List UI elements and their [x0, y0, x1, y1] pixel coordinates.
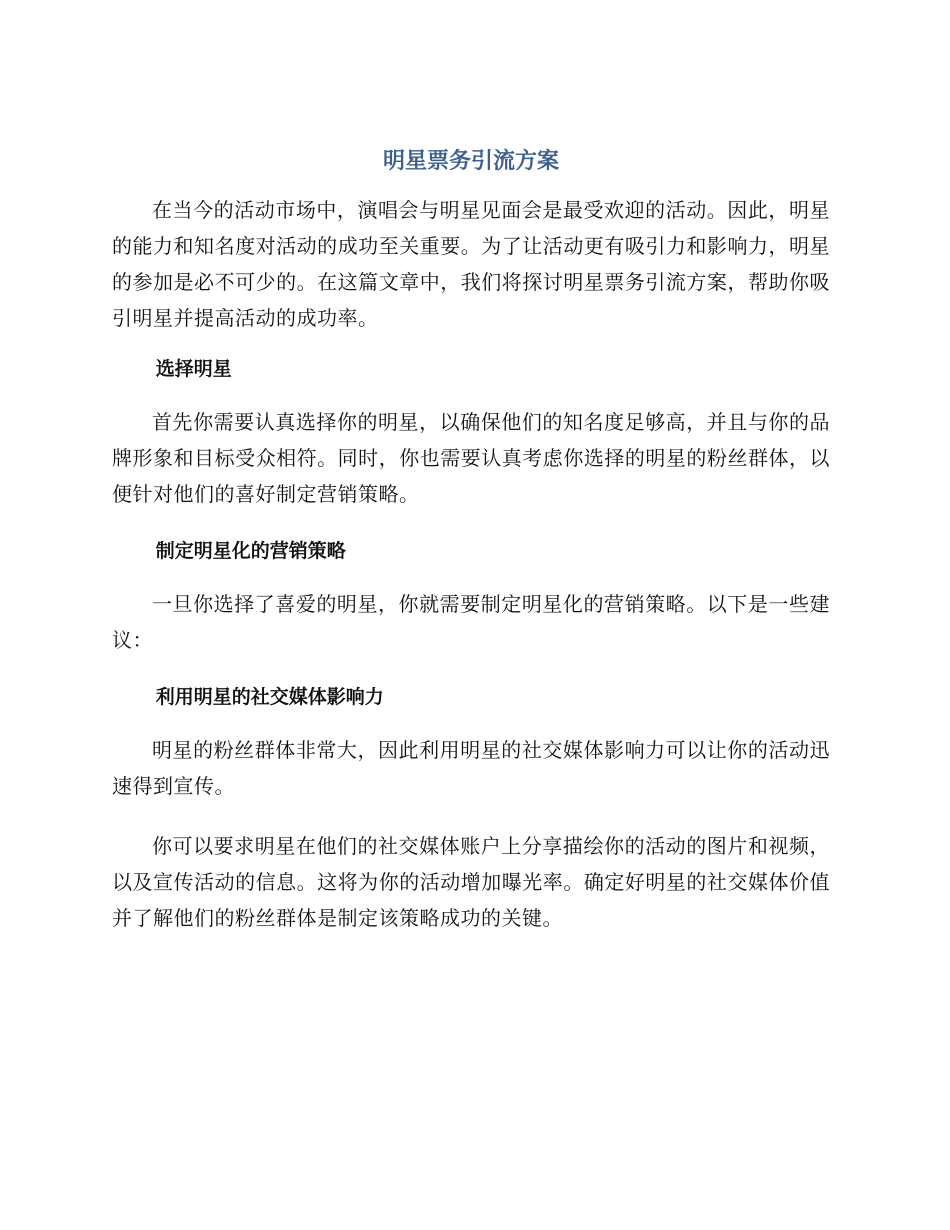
section-paragraph-choose-star: 首先你需要认真选择你的明星，以确保他们的知名度足够高，并且与你的品牌形象和目标受众相符。同时，你也需要认真考虑你选择的明星的粉丝群体，以便针对他们的喜好制定营销策略。 — [112, 410, 830, 506]
section-heading-choose-star: 选择明星 — [155, 358, 232, 380]
section-paragraph-social-media-1: 明星的粉丝群体非常大，因此利用明星的社交媒体影响力可以让你的活动迅速得到宣传。 — [112, 738, 830, 798]
section-paragraph-social-media-2: 你可以要求明星在他们的社交媒体账户上分享描绘你的活动的图片和视频，以及宣传活动的信息。这将为你的活动增加曝光率。确定好明星的社交媒体价值并了解他们的粉丝群体是制定该策略成功的关键。 — [112, 834, 830, 930]
section-heading-marketing-strategy: 制定明星化的营销策略 — [155, 540, 346, 562]
document-page — [112, 140, 830, 960]
section-heading-social-media: 利用明星的社交媒体影响力 — [155, 686, 384, 708]
document-title: 明星票务引流方案 — [382, 149, 559, 174]
section-paragraph-marketing-strategy: 一旦你选择了喜爱的明星，你就需要制定明星化的营销策略。以下是一些建议： — [112, 592, 830, 652]
intro-paragraph: 在当今的活动市场中，演唱会与明星见面会是最受欢迎的活动。因此，明星的能力和知名度对活动的成功至关重要。为了让活动更有吸引力和影响力，明星的参加是必不可少的。在这篇文章中，我们将探讨明星票务引流方案，帮助你吸引明星并提高活动的成功率。 — [112, 198, 830, 330]
